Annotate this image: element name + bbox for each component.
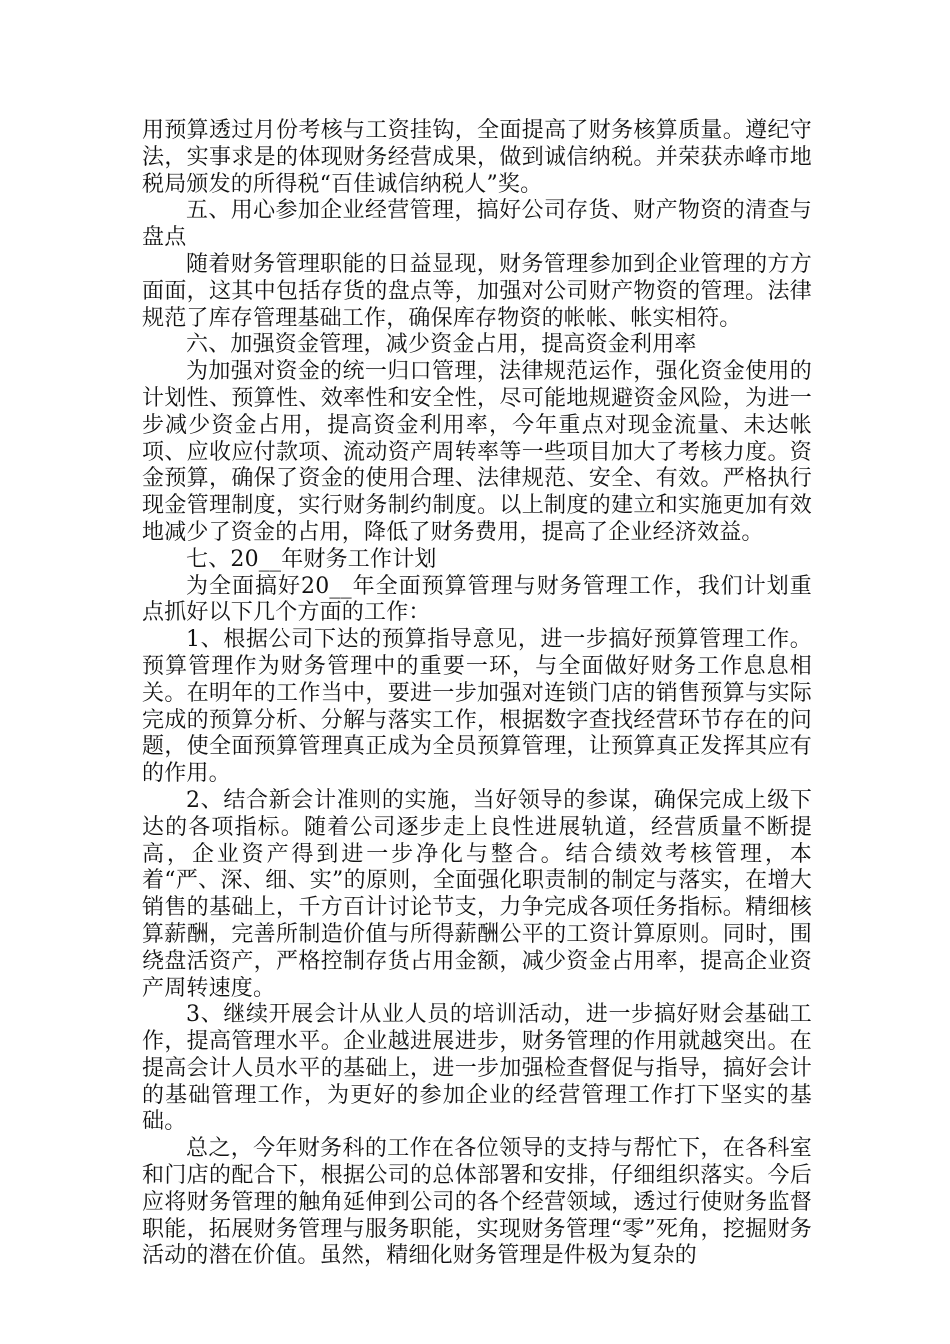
paragraph: 用预算透过月份考核与工资挂钩，全面提高了财务核算质量。遵纪守法，实事求是的体现财务经营成果，做到诚信纳税。并荣获赤峰市地税局颁发的所得税“百佳诚信纳税人”奖。 xyxy=(142,118,812,197)
section-heading: 五、用心参加企业经营管理，搞好公司存货、财产物资的清查与盘点 xyxy=(142,198,812,251)
paragraph: 随着财务管理职能的日益显现，财务管理参加到企业管理的方方面面，这其中包括存货的盘点等，加强对公司财产物资的管理。法律规范了库存管理基础工作，确保库存物资的帐帐、帐实相符。 xyxy=(142,251,812,331)
paragraph: 总之，今年财务科的工作在各位领导的支持与帮忙下，在各科室和门店的配合下，根据公司的总体部署和安排，仔细组织落实。今后应将财务管理的触角延伸到公司的各个经营领域，透过行使财务监督职能，拓展财务管理与服务职能，实现财务管理“零”死角，挖掘财务活动的潜在价值。虽然，精细化财务管理是件极为复杂的 xyxy=(142,1136,812,1269)
paragraph: 2、结合新会计准则的实施，当好领导的参谋，确保完成上级下达的各项指标。随着公司逐步走上良性进展轨道，经营质量不断提高，企业资产得到进一步净化与整合。结合绩效考核管理，本着“严、深、细、实”的原则，全面强化职责制的制定与落实，在增大销售的基础上，千方百计讨论节支，力争完成各项任务指标。精细核算薪酬，完善所制造价值与所得薪酬公平的工资计算原则。同时，围绕盘活资产，严格控制存货占用金额，减少资金占用率，提高企业资产周转速度。 xyxy=(142,787,812,1001)
document-body xyxy=(142,118,812,1270)
section-heading: 七、20__年财务工作计划 xyxy=(186,546,437,572)
paragraph: 3、继续开展会计从业人员的培训活动，进一步搞好财会基础工作，提高管理水平。企业越进展进步，财务管理的作用就越突出。在提高会计人员水平的基础上，进一步加强检查督促与指导，搞好会计的基础管理工作，为更好的参加企业的经营管理工作打下坚实的基础。 xyxy=(142,1002,812,1135)
paragraph: 为全面搞好20__年全面预算管理与财务管理工作，我们计划重点抓好以下几个方面的工作： xyxy=(142,573,812,626)
paragraph: 为加强对资金的统一归口管理，法律规范运作，强化资金使用的计划性、预算性、效率性和安全性，尽可能地规避资金风险，为进一步减少资金占用，提高资金利用率，今年重点对现金流量、未达帐项、应收应付款项、流动资产周转率等一些项目加大了考核力度。资金预算，确保了资金的使用合理、法律规范、安全、有效。严格执行现金管理制度，实行财务制约制度。以上制度的建立和实施更加有效地减少了资金的占用，降低了财务费用，提高了企业经济效益。 xyxy=(142,359,812,545)
paragraph: 1、根据公司下达的预算指导意见，进一步搞好预算管理工作。预算管理作为财务管理中的重要一环，与全面做好财务工作息息相关。在明年的工作当中，要进一步加强对连锁门店的销售预算与实际完成的预算分析、分解与落实工作，根据数字查找经营环节存在的问题，使全面预算管理真正成为全员预算管理，让预算真正发挥其应有的作用。 xyxy=(142,627,812,787)
section-heading: 六、加强资金管理，减少资金占用，提高资金利用率 xyxy=(186,332,697,358)
